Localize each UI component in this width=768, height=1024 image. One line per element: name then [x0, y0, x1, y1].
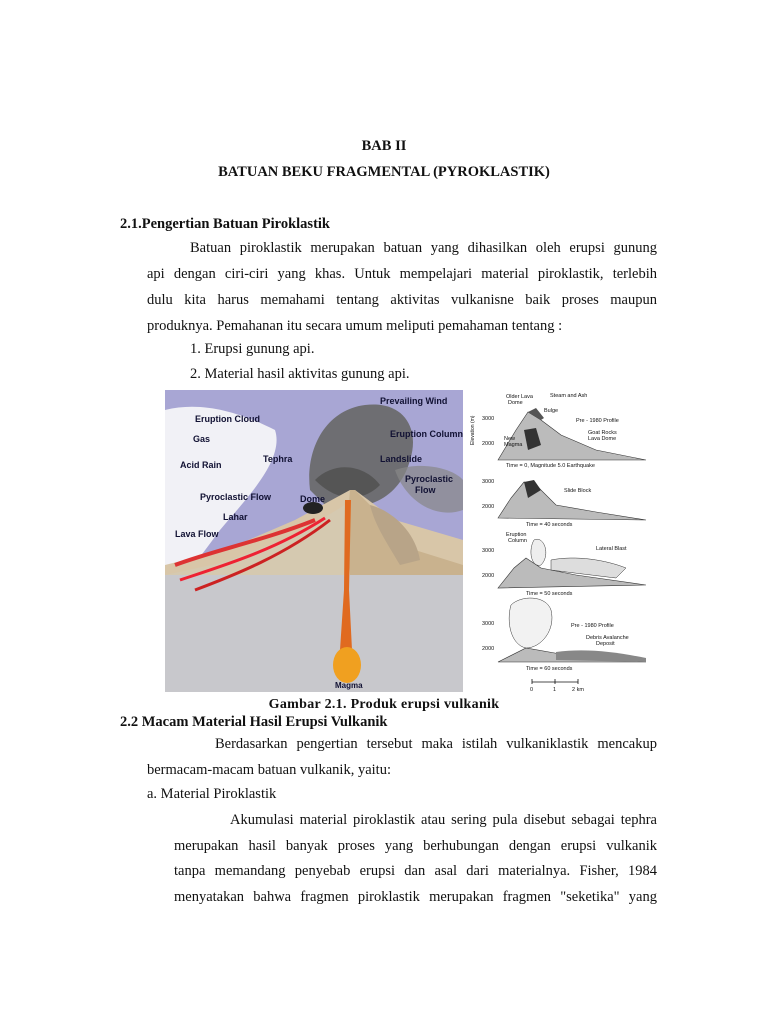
- label-slide-block: Slide Block: [564, 488, 592, 494]
- label-column: Eruption Column: [390, 429, 463, 439]
- list-item: a. Material Piroklastik: [147, 786, 277, 802]
- label-lateral-blast: Lateral Blast: [596, 546, 627, 552]
- paragraph-line: Akumulasi material piroklastik atau sering pula disebut sebagai tephra: [230, 812, 657, 828]
- tick: 3000: [482, 548, 495, 554]
- label-gas: Gas: [193, 434, 211, 444]
- paragraph-line: dulu kita harus memahami tentang aktivitas vulkanisne baik proses maupun: [147, 292, 657, 308]
- label-acid: Acid Rain: [180, 460, 222, 470]
- paragraph-line: tanpa memandang penyebab erupsi dan asal dari materialnya. Fisher, 1984: [174, 863, 657, 879]
- label-wind: Prevailing Wind: [380, 396, 448, 406]
- scale-label: 1: [553, 687, 557, 692]
- chapter-title: BATUAN BEKU FRAGMENTAL (PYROKLASTIK): [218, 164, 550, 180]
- label-bulge: Bulge: [544, 408, 559, 414]
- tick: 3000: [482, 416, 495, 422]
- section-heading: 2.2 Macam Material Hasil Erupsi Vulkanik: [120, 714, 388, 730]
- label-eruption-column: Eruption: [506, 532, 527, 538]
- tick: 2000: [482, 573, 495, 579]
- volcano-diagram: [165, 390, 463, 692]
- panel-time: Time = 50 seconds: [526, 591, 573, 597]
- paragraph-line: Batuan piroklastik merupakan batuan yang dihasilkan oleh erupsi gunung: [190, 240, 657, 256]
- tick: 2000: [482, 646, 495, 652]
- paragraph-line: menyatakan bahwa fragmen piroklastik merupakan fragmen "seketika" yang: [174, 889, 657, 905]
- label-landslide: Landslide: [380, 454, 423, 464]
- chapter-number: BAB II: [361, 138, 407, 154]
- label-older-dome: Older Lava: [506, 394, 533, 400]
- elevation-label: Elevation (m): [470, 415, 476, 445]
- label-lava: Lava Flow: [175, 529, 219, 539]
- panel-time: Time = 60 seconds: [526, 666, 573, 672]
- scale-label: 2 km: [572, 687, 584, 692]
- tick: 3000: [482, 479, 495, 485]
- tick: 3000: [482, 621, 495, 627]
- label-cloud: Eruption Cloud: [195, 414, 260, 424]
- list-item: 2. Material hasil aktivitas gunung api.: [190, 366, 410, 382]
- paragraph-line: merupakan hasil banyak proses yang berhubungan dengan erupsi vulkanik: [174, 838, 657, 854]
- label-tephra: Tephra: [263, 454, 293, 464]
- label-older-dome-2: Dome: [508, 400, 523, 406]
- label-dome: Dome: [300, 494, 326, 504]
- label-pyroclastic-left: Pyroclastic Flow: [200, 492, 272, 502]
- label-new-magma: New: [504, 436, 516, 442]
- label-new-magma-2: Magma: [504, 442, 523, 448]
- label-lahar: Lahar: [223, 512, 248, 522]
- scale-label: 0: [530, 687, 534, 692]
- label-magma: Magma: [335, 681, 363, 690]
- section-heading: 2.1.Pengertian Batuan Piroklastik: [120, 216, 330, 232]
- label-eruption-column-2: Column: [508, 538, 527, 544]
- eruption-sequence-diagram: [466, 390, 666, 692]
- panel-time: Time = 40 seconds: [526, 522, 573, 528]
- panel-time: Time = 0, Magnitude 5.0 Earthquake: [506, 463, 595, 469]
- label-pre1980: Pre - 1980 Profile: [576, 418, 619, 424]
- paragraph-line: Berdasarkan pengertian tersebut maka istilah vulkaniklastik mencakup: [215, 736, 657, 752]
- label-pre1980-2: Pre - 1980 Profile: [571, 623, 614, 629]
- label-steam: Steam and Ash: [550, 393, 588, 399]
- paragraph-line: produknya. Pemahanan itu secara umum meliputi pemahaman tentang :: [147, 318, 563, 334]
- tick: 2000: [482, 441, 495, 447]
- paragraph-line: api dengan ciri-ciri yang khas. Untuk mempelajari material piroklastik, terlebih: [147, 266, 657, 282]
- paragraph-line: bermacam-macam batuan vulkanik, yaitu:: [147, 762, 391, 778]
- list-item: 1. Erupsi gunung api.: [190, 341, 315, 357]
- label-goat: Goat Rocks: [588, 430, 617, 436]
- label-pyroclastic-right: Pyroclastic: [405, 474, 454, 484]
- label-pyroclastic-right-2: Flow: [415, 485, 436, 495]
- label-debris-2: Deposit: [596, 641, 615, 647]
- label-debris: Debris Avalanche: [586, 635, 629, 641]
- label-goat-2: Lava Dome: [588, 436, 617, 442]
- tick: 2000: [482, 504, 495, 510]
- figure-caption: Gambar 2.1. Produk erupsi vulkanik: [268, 697, 500, 712]
